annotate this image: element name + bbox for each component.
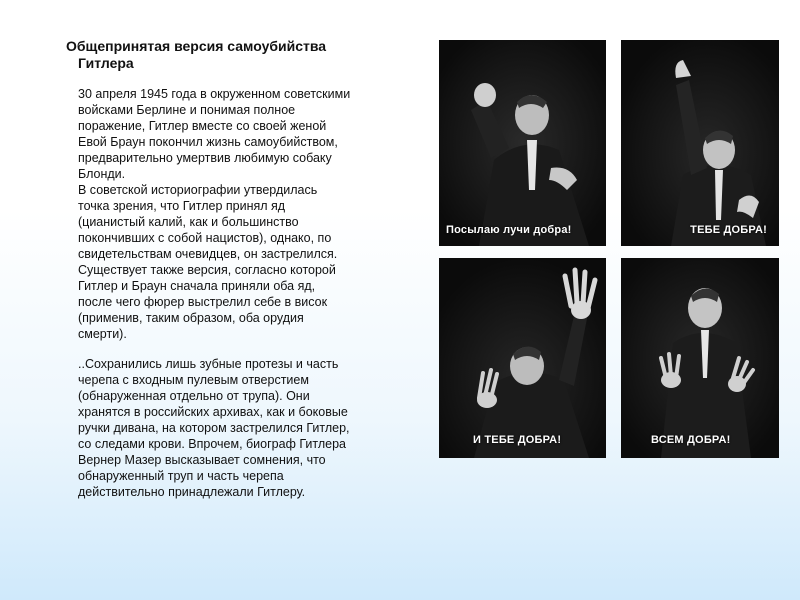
photo-2: [621, 40, 779, 246]
paragraph-3: ..Сохранились лишь зубные протезы и часть черепа с входным пулевым отверстием (обнаруженная отдельно от трупа). Они хранятся в российских архивах, как и боковые ручки дивана, на котором застрелился Гитлер, со следами крови. Впрочем, биограф Гитлера Вернер Мазер высказывает сомнения, что обнаруженный труп и часть черепа действительно принадлежали Гитлеру.: [78, 357, 350, 499]
caption-2: ТЕБЕ ДОБРА!: [690, 224, 767, 236]
photo-4-figure: [621, 258, 779, 458]
slide-title: [66, 38, 426, 72]
caption-1: Посылаю лучи добра!: [446, 224, 572, 236]
title-line-1: Общепринятая версия самоубийства: [66, 38, 327, 54]
photo-3-figure: [439, 258, 606, 458]
paragraph-1: 30 апреля 1945 года в окруженном советскими войсками Берлине и понимая полное поражение, Гитлер вместе со своей женой Евой Браун покончил жизнь самоубийством, предварительно умертвив любимую собаку Блонди.: [78, 87, 351, 181]
paragraph-2: В советской историографии утвердилась точка зрения, что Гитлер принял яд (цианистый калий, как и большинство покончивших с собой нацистов), однако, по свидетельствам очевидцев, он застрелился. Существует также версия, согласно которой Гитлер и Браун сначала приняли оба яд, после чего фюрер выстрелил себе в висок (применив, таким образом, оба орудия смерти).: [78, 183, 338, 341]
photo-4: [621, 258, 779, 458]
caption-4: ВСЕМ ДОБРА!: [651, 434, 731, 446]
photo-1: [439, 40, 606, 246]
photo-3: [439, 258, 606, 458]
photo-2-figure: [621, 40, 779, 246]
photo-1-figure: [439, 40, 606, 246]
photo-grid: [439, 40, 779, 458]
title-line-2: Гитлера: [78, 55, 134, 71]
caption-3: И ТЕБЕ ДОБРА!: [473, 434, 562, 446]
text-block: [66, 38, 426, 500]
